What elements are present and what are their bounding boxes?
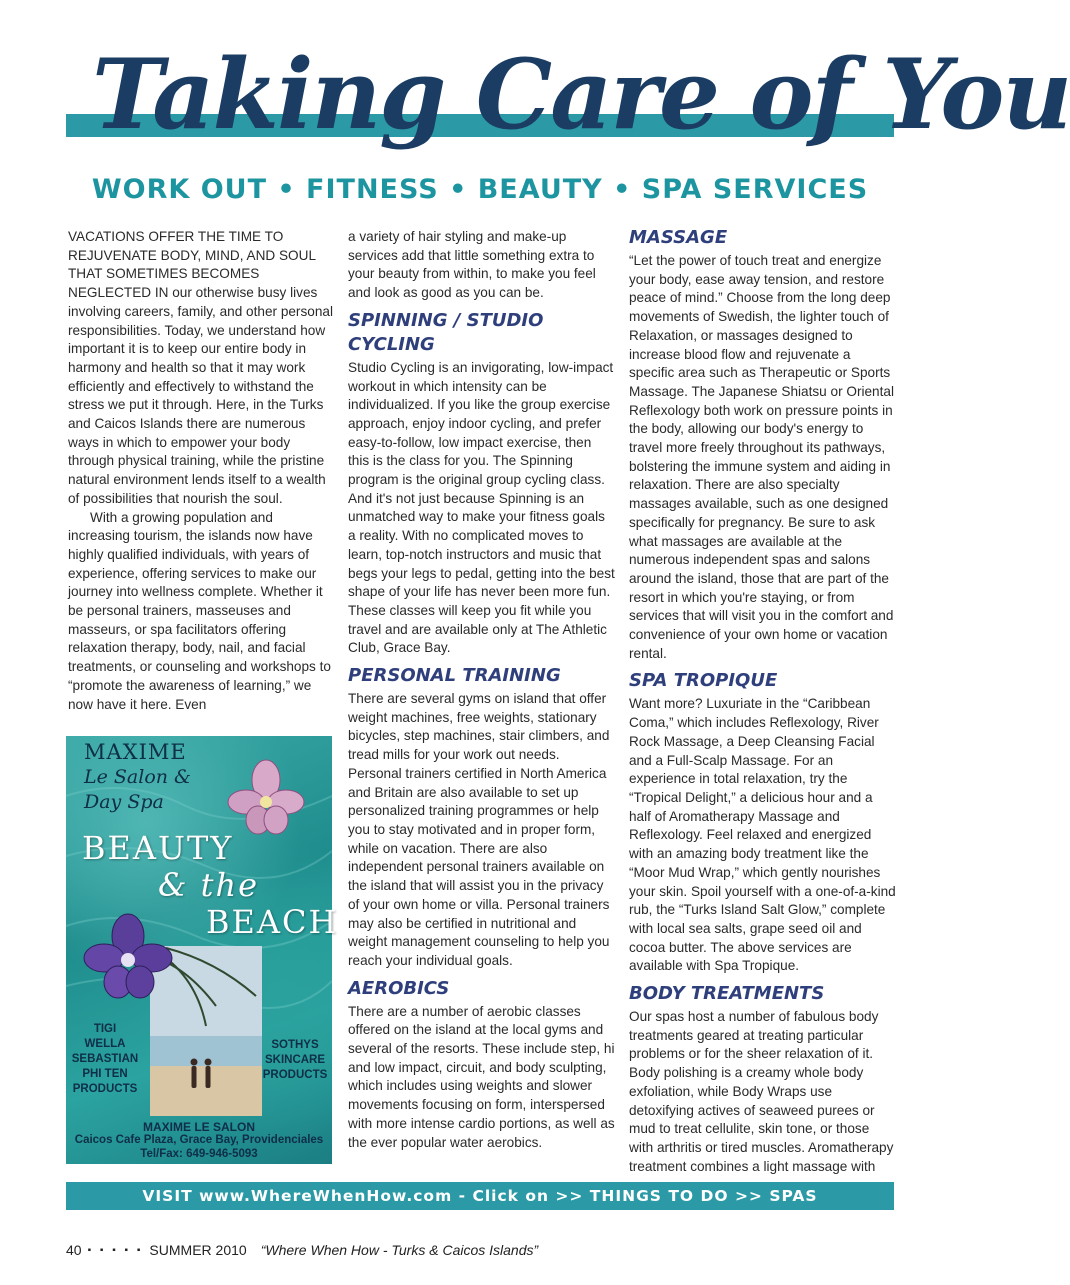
column2-intro: a variety of hair styling and make-up services add that little something extra to your beauty from within, to make you feel and look as good as you can be.	[348, 229, 596, 301]
ad-headline-and-the: & the	[158, 866, 260, 904]
section-heading-aerobics: AEROBICS	[348, 977, 450, 999]
brand-item: SEBASTIAN	[71, 1053, 139, 1065]
visit-website-banner: VISIT www.WhereWhenHow.com - Click on >> THINGS TO DO >> SPAS	[66, 1182, 894, 1210]
section-heading-body-treatments: BODY TREATMENTS	[629, 983, 825, 1005]
brand-item: SOTHYS	[271, 1039, 319, 1051]
section-text-massage: “Let the power of touch treat and energize your body, ease away tension, and restore peace of mind.” Choose from the long deep movements of Swedish, the lighter touch of Relaxation, or massages designed to increase blood flow and rejuvenate a specific area such as Therapeutic or Sports Massage. The Japanese Shiatsu or Oriental Reflexology both work on pressure points in the body, allowing our body's energy to travel more freely throughout its pathways, bolstering the immune system and aiding in relaxation. There are also specialty massages available, such as one designed specifically for pregnancy. Be sure to ask what massages are available at the numerous independent spas and salons around the island, those that are part of the resort in which you're staying, or from services that will visit you in the comfort and convenience of your own home or vacation rental.	[629, 253, 894, 661]
ad-line-maxime: MAXIME	[84, 740, 187, 764]
section-heading-spa-tropique: SPA TROPIQUE	[629, 670, 778, 692]
ad-line-day-spa: Day Spa	[84, 791, 164, 813]
page-number: 40	[66, 1242, 82, 1258]
section-heading-massage: MASSAGE	[629, 227, 728, 248]
brand-item: PRODUCTS	[262, 1069, 328, 1081]
section-text-aerobics: There are a number of aerobic classes offered on the island at the local gyms and several of the resorts. These include step, hi and low impact, circuit, and body sculpting, which includes using weights and slower movements focusing on form, interspersed with more intense cardio portions, as well as the ever popular water aerobics.	[348, 1003, 615, 1150]
column-3	[629, 226, 897, 1176]
brand-item: TIGI	[93, 1023, 117, 1035]
column-2	[348, 228, 616, 1152]
brand-item: PRODUCTS	[72, 1083, 138, 1095]
folio-dots: ▪ ▪ ▪ ▪ ▪	[87, 1245, 144, 1256]
section-text-personal-training: There are several gyms on island that offer weight machines, free weights, stationary bicycles, step machines, stair climbers, and tread mills for your work out needs. Personal trainers certified in North America and Britain are also available to set up personalized training programmes or help you to stay motivated and in proper form, while on vacation. There are also independent personal trainers available on the island that will assist you in the privacy of your own home or villa. Personal trainers may also be certified in nutritional and weight management counseling to help you reach your individual goals.	[348, 691, 610, 968]
section-text-body-treatments: Our spas host a number of fabulous body treatments geared at treating particular problems or for the sheer relaxation of it. Body polishing is a creamy whole body exfoliation, while Body Wraps use detoxifying actives of seaweed purees or mud to treat cellulite, skin tone, or those with arthritis or tired muscles. Aromatherapy treatment combines a light massage with	[629, 1009, 894, 1174]
ad-headline-beach: BEACH	[206, 903, 339, 941]
ad-salon-phone: Tel/Fax: 649-946-5093	[140, 1148, 258, 1160]
ad-right-brands	[262, 1038, 328, 1083]
section-text-spinning: Studio Cycling is an invigorating, low-impact workout in which intensity can be individualized. If you like the group exercise approach, enjoy indoor cycling, and prefer easy-to-follow, low impact exercise, then this is the class for you. The Spinning program is the original group cycling class. And it's not just because Spinning is an unmatched way to make your fitness goals a reality. With no complicated moves to learn, top-notch instructors and music that begs your legs to pedal, getting into the best shape of your life has never been more fun. These classes will keep you fit while you travel and are available only at The Athletic Club, Grace Bay.	[348, 359, 615, 656]
ad-line-le-salon: Le Salon &	[84, 766, 191, 788]
column-1	[68, 228, 334, 714]
ad-headline-beauty: BEAUTY	[82, 829, 234, 867]
second-paragraph: With a growing population and increasing tourism, the islands now have highly qualified individuals, with years of experience, offering services to make our journey into wellness complete. Whether it be personal trainers, masseuses and masseurs, or spa facilitators offering relaxation therapy, body, nail, and facial treatments, or counseling and workshops to “promote the awareness of learning,” we now have it here. Even	[68, 509, 331, 712]
page-subtitle: WORK OUT • FITNESS • BEAUTY • SPA SERVICES	[91, 174, 869, 205]
ad-salon-name: MAXIME LE SALON	[142, 1120, 255, 1134]
publication-name: “Where When How - Turks & Caicos Islands”	[260, 1242, 539, 1258]
issue-label: SUMMER 2010	[149, 1242, 247, 1258]
brand-item: SKINCARE	[264, 1054, 326, 1066]
ad-left-brands	[70, 1022, 140, 1097]
page-title: Taking Care of You	[92, 38, 1070, 151]
brand-item: PHI TEN	[82, 1068, 128, 1080]
page-folio	[66, 1242, 538, 1258]
maxime-salon-ad	[66, 736, 339, 1164]
ad-salon-address: Caicos Cafe Plaza, Grace Bay, Providenciales	[74, 1134, 324, 1146]
intro-paragraph: VACATIONS OFFER THE TIME TO REJUVENATE BODY, MIND, AND SOUL THAT SOMETIMES BECOMES NEGLECTED IN our otherwise busy lives involving careers, family, and other personal responsibilities. Today, we understand how important it is to keep our entire body in harmony and health so that it may work efficiently and effectively to withstand the stress we put it through. Here, in the Turks and Caicos Islands there are numerous ways in which to empower your body through physical training, while the pristine natural environment lends itself to a wealth of possibilities that nourish the soul.	[68, 229, 333, 506]
section-heading-spinning: SPINNING / STUDIO CYCLING	[348, 309, 544, 355]
brand-item: WELLA	[84, 1038, 126, 1050]
section-heading-personal-training: PERSONAL TRAINING	[348, 665, 561, 687]
section-text-spa-tropique: Want more? Luxuriate in the “Caribbean Coma,” which includes Reflexology, River Rock Massage, a Deep Cleansing Facial and a Full-Scalp Massage. For an experience in total relaxation, try the “Tropical Delight,” a delicious hour and a half of Aromatherapy Massage and Reflexology. Feel relaxed and energized with an amazing body treatment like the “Moor Mud Wrap,” which gently nourishes your skin. Spoil yourself with a one-of-a-kind rub, the “Turks Island Salt Glow,” complete with local sea salts, grape seed oil and cocoa butter. The above services are available with Spa Tropique.	[629, 696, 896, 974]
